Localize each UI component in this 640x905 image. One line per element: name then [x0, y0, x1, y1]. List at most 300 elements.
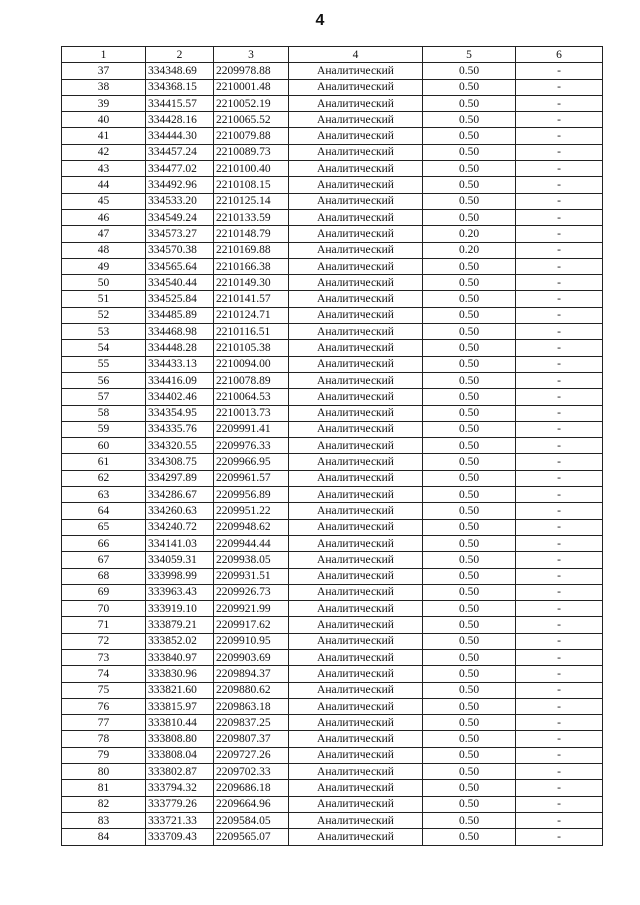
note-cell: -: [516, 372, 603, 388]
header-col-1: 1: [62, 47, 146, 63]
coord-x-cell: 333779.26: [146, 796, 214, 812]
accuracy-cell: 0.50: [423, 487, 516, 503]
note-cell: -: [516, 389, 603, 405]
coord-y-cell: 2209686.18: [214, 780, 289, 796]
note-cell: -: [516, 764, 603, 780]
point-number-cell: 48: [62, 242, 146, 258]
method-cell: Аналитический: [289, 324, 423, 340]
coord-y-cell: 2209727.26: [214, 747, 289, 763]
note-cell: -: [516, 421, 603, 437]
method-cell: Аналитический: [289, 161, 423, 177]
note-cell: -: [516, 503, 603, 519]
note-cell: -: [516, 666, 603, 682]
accuracy-cell: 0.50: [423, 552, 516, 568]
coord-y-cell: 2209926.73: [214, 584, 289, 600]
point-number-cell: 41: [62, 128, 146, 144]
table-row: [62, 552, 603, 568]
point-number-cell: 59: [62, 421, 146, 437]
accuracy-cell: 0.50: [423, 535, 516, 551]
coord-y-cell: 2209966.95: [214, 454, 289, 470]
table-row: [62, 796, 603, 812]
point-number-cell: 77: [62, 715, 146, 731]
table-row: [62, 764, 603, 780]
table-row: [62, 193, 603, 209]
coord-x-cell: 334402.46: [146, 389, 214, 405]
coord-y-cell: 2210013.73: [214, 405, 289, 421]
point-number-cell: 67: [62, 552, 146, 568]
coord-x-cell: 334141.03: [146, 535, 214, 551]
point-number-cell: 61: [62, 454, 146, 470]
page-number: 4: [315, 12, 325, 29]
coord-x-cell: 333794.32: [146, 780, 214, 796]
method-cell: Аналитический: [289, 356, 423, 372]
note-cell: -: [516, 112, 603, 128]
note-cell: -: [516, 519, 603, 535]
accuracy-cell: 0.50: [423, 633, 516, 649]
accuracy-cell: 0.50: [423, 796, 516, 812]
coord-y-cell: 2210169.88: [214, 242, 289, 258]
coord-y-cell: 2209894.37: [214, 666, 289, 682]
point-number-cell: 60: [62, 438, 146, 454]
method-cell: Аналитический: [289, 79, 423, 95]
coord-x-cell: 334415.57: [146, 95, 214, 111]
point-number-cell: 43: [62, 161, 146, 177]
note-cell: -: [516, 95, 603, 111]
coord-x-cell: 334240.72: [146, 519, 214, 535]
method-cell: Аналитический: [289, 649, 423, 665]
note-cell: -: [516, 812, 603, 828]
note-cell: -: [516, 487, 603, 503]
coord-y-cell: 2209565.07: [214, 829, 289, 845]
accuracy-cell: 0.20: [423, 226, 516, 242]
table-row: [62, 454, 603, 470]
coord-x-cell: 333919.10: [146, 601, 214, 617]
coord-y-cell: 2209584.05: [214, 812, 289, 828]
method-cell: Аналитический: [289, 372, 423, 388]
note-cell: -: [516, 63, 603, 79]
coord-y-cell: 2209863.18: [214, 698, 289, 714]
coord-x-cell: 334549.24: [146, 209, 214, 225]
note-cell: -: [516, 405, 603, 421]
coord-x-cell: 334492.96: [146, 177, 214, 193]
table-row: [62, 698, 603, 714]
method-cell: Аналитический: [289, 177, 423, 193]
accuracy-cell: 0.50: [423, 356, 516, 372]
coordinates-table: [61, 46, 603, 846]
point-number-cell: 76: [62, 698, 146, 714]
point-number-cell: 78: [62, 731, 146, 747]
accuracy-cell: 0.50: [423, 161, 516, 177]
method-cell: Аналитический: [289, 715, 423, 731]
table-row: [62, 601, 603, 617]
point-number-cell: 51: [62, 291, 146, 307]
note-cell: -: [516, 780, 603, 796]
method-cell: Аналитический: [289, 519, 423, 535]
note-cell: -: [516, 242, 603, 258]
table-row: [62, 470, 603, 486]
coord-x-cell: 333709.43: [146, 829, 214, 845]
note-cell: -: [516, 649, 603, 665]
coord-y-cell: 2210052.19: [214, 95, 289, 111]
table-row: [62, 340, 603, 356]
coord-y-cell: 2210105.38: [214, 340, 289, 356]
accuracy-cell: 0.50: [423, 812, 516, 828]
note-cell: -: [516, 340, 603, 356]
coord-y-cell: 2210149.30: [214, 275, 289, 291]
table-row: [62, 487, 603, 503]
method-cell: Аналитический: [289, 568, 423, 584]
method-cell: Аналитический: [289, 666, 423, 682]
table-row: [62, 747, 603, 763]
method-cell: Аналитический: [289, 552, 423, 568]
method-cell: Аналитический: [289, 307, 423, 323]
method-cell: Аналитический: [289, 128, 423, 144]
coord-x-cell: 333963.43: [146, 584, 214, 600]
note-cell: -: [516, 454, 603, 470]
note-cell: -: [516, 584, 603, 600]
coord-x-cell: 334416.09: [146, 372, 214, 388]
table-row: [62, 503, 603, 519]
coord-y-cell: 2210166.38: [214, 258, 289, 274]
coord-y-cell: 2210133.59: [214, 209, 289, 225]
table-row: [62, 666, 603, 682]
coord-x-cell: 334368.15: [146, 79, 214, 95]
coord-y-cell: 2210065.52: [214, 112, 289, 128]
table-row: [62, 95, 603, 111]
coord-y-cell: 2209961.57: [214, 470, 289, 486]
coord-x-cell: 333815.97: [146, 698, 214, 714]
point-number-cell: 37: [62, 63, 146, 79]
table-row: [62, 405, 603, 421]
method-cell: Аналитический: [289, 193, 423, 209]
coord-y-cell: 2209978.88: [214, 63, 289, 79]
point-number-cell: 75: [62, 682, 146, 698]
coord-x-cell: 334428.16: [146, 112, 214, 128]
header-row: [62, 47, 603, 63]
method-cell: Аналитический: [289, 747, 423, 763]
accuracy-cell: 0.50: [423, 764, 516, 780]
method-cell: Аналитический: [289, 209, 423, 225]
accuracy-cell: 0.50: [423, 291, 516, 307]
coord-y-cell: 2210141.57: [214, 291, 289, 307]
method-cell: Аналитический: [289, 258, 423, 274]
coord-x-cell: 334286.67: [146, 487, 214, 503]
point-number-cell: 52: [62, 307, 146, 323]
coord-x-cell: 334260.63: [146, 503, 214, 519]
coord-y-cell: 2209921.99: [214, 601, 289, 617]
table-row: [62, 242, 603, 258]
table-row: [62, 682, 603, 698]
table-row: [62, 79, 603, 95]
table-row: [62, 780, 603, 796]
coord-y-cell: 2209910.95: [214, 633, 289, 649]
header-col-6: 6: [516, 47, 603, 63]
coord-y-cell: 2209664.96: [214, 796, 289, 812]
note-cell: -: [516, 470, 603, 486]
point-number-cell: 81: [62, 780, 146, 796]
method-cell: Аналитический: [289, 682, 423, 698]
coord-y-cell: 2209991.41: [214, 421, 289, 437]
coord-x-cell: 334468.98: [146, 324, 214, 340]
coord-x-cell: 334308.75: [146, 454, 214, 470]
coord-x-cell: 333810.44: [146, 715, 214, 731]
point-number-cell: 42: [62, 144, 146, 160]
method-cell: Аналитический: [289, 796, 423, 812]
coord-x-cell: 334297.89: [146, 470, 214, 486]
accuracy-cell: 0.50: [423, 682, 516, 698]
method-cell: Аналитический: [289, 698, 423, 714]
note-cell: -: [516, 226, 603, 242]
coord-x-cell: 333998.99: [146, 568, 214, 584]
method-cell: Аналитический: [289, 780, 423, 796]
accuracy-cell: 0.50: [423, 715, 516, 731]
coord-x-cell: 334444.30: [146, 128, 214, 144]
point-number-cell: 71: [62, 617, 146, 633]
coord-y-cell: 2210089.73: [214, 144, 289, 160]
note-cell: -: [516, 128, 603, 144]
accuracy-cell: 0.50: [423, 389, 516, 405]
method-cell: Аналитический: [289, 535, 423, 551]
table-row: [62, 63, 603, 79]
point-number-cell: 58: [62, 405, 146, 421]
note-cell: -: [516, 291, 603, 307]
table-row: [62, 617, 603, 633]
coord-x-cell: 334448.28: [146, 340, 214, 356]
point-number-cell: 47: [62, 226, 146, 242]
table-body: [62, 63, 603, 845]
method-cell: Аналитический: [289, 454, 423, 470]
accuracy-cell: 0.50: [423, 63, 516, 79]
note-cell: -: [516, 535, 603, 551]
accuracy-cell: 0.50: [423, 601, 516, 617]
method-cell: Аналитический: [289, 503, 423, 519]
table-row: [62, 372, 603, 388]
method-cell: Аналитический: [289, 812, 423, 828]
coord-y-cell: 2209917.62: [214, 617, 289, 633]
accuracy-cell: 0.50: [423, 340, 516, 356]
accuracy-cell: 0.50: [423, 405, 516, 421]
table-row: [62, 649, 603, 665]
method-cell: Аналитический: [289, 275, 423, 291]
accuracy-cell: 0.50: [423, 177, 516, 193]
coord-x-cell: 333830.96: [146, 666, 214, 682]
accuracy-cell: 0.50: [423, 747, 516, 763]
table-row: [62, 731, 603, 747]
point-number-cell: 62: [62, 470, 146, 486]
table-row: [62, 291, 603, 307]
accuracy-cell: 0.50: [423, 144, 516, 160]
accuracy-cell: 0.50: [423, 780, 516, 796]
point-number-cell: 45: [62, 193, 146, 209]
coord-x-cell: 334354.95: [146, 405, 214, 421]
accuracy-cell: 0.50: [423, 617, 516, 633]
note-cell: -: [516, 193, 603, 209]
accuracy-cell: 0.50: [423, 421, 516, 437]
table-row: [62, 519, 603, 535]
accuracy-cell: 0.50: [423, 438, 516, 454]
coord-y-cell: 2209956.89: [214, 487, 289, 503]
method-cell: Аналитический: [289, 487, 423, 503]
point-number-cell: 44: [62, 177, 146, 193]
table-row: [62, 584, 603, 600]
method-cell: Аналитический: [289, 829, 423, 845]
coord-x-cell: 334320.55: [146, 438, 214, 454]
note-cell: -: [516, 698, 603, 714]
coord-x-cell: 333840.97: [146, 649, 214, 665]
point-number-cell: 65: [62, 519, 146, 535]
note-cell: -: [516, 307, 603, 323]
note-cell: -: [516, 568, 603, 584]
point-number-cell: 55: [62, 356, 146, 372]
method-cell: Аналитический: [289, 405, 423, 421]
coord-x-cell: 334477.02: [146, 161, 214, 177]
coord-y-cell: 2209976.33: [214, 438, 289, 454]
method-cell: Аналитический: [289, 601, 423, 617]
coord-x-cell: 334573.27: [146, 226, 214, 242]
coord-x-cell: 333879.21: [146, 617, 214, 633]
table-row: [62, 421, 603, 437]
coord-y-cell: 2210124.71: [214, 307, 289, 323]
method-cell: Аналитический: [289, 389, 423, 405]
table-row: [62, 715, 603, 731]
point-number-cell: 64: [62, 503, 146, 519]
coord-y-cell: 2210100.40: [214, 161, 289, 177]
coord-y-cell: 2209938.05: [214, 552, 289, 568]
table-row: [62, 356, 603, 372]
method-cell: Аналитический: [289, 95, 423, 111]
point-number-cell: 83: [62, 812, 146, 828]
point-number-cell: 46: [62, 209, 146, 225]
accuracy-cell: 0.50: [423, 275, 516, 291]
coord-x-cell: 334565.64: [146, 258, 214, 274]
method-cell: Аналитический: [289, 584, 423, 600]
point-number-cell: 84: [62, 829, 146, 845]
method-cell: Аналитический: [289, 242, 423, 258]
coord-y-cell: 2210001.48: [214, 79, 289, 95]
table-row: [62, 438, 603, 454]
table-row: [62, 177, 603, 193]
point-number-cell: 69: [62, 584, 146, 600]
point-number-cell: 72: [62, 633, 146, 649]
table-row: [62, 324, 603, 340]
coord-y-cell: 2210108.15: [214, 177, 289, 193]
point-number-cell: 66: [62, 535, 146, 551]
accuracy-cell: 0.50: [423, 258, 516, 274]
method-cell: Аналитический: [289, 63, 423, 79]
method-cell: Аналитический: [289, 470, 423, 486]
header-col-5: 5: [423, 47, 516, 63]
point-number-cell: 73: [62, 649, 146, 665]
table-row: [62, 161, 603, 177]
coord-y-cell: 2210064.53: [214, 389, 289, 405]
accuracy-cell: 0.50: [423, 470, 516, 486]
table-row: [62, 535, 603, 551]
point-number-cell: 38: [62, 79, 146, 95]
note-cell: -: [516, 356, 603, 372]
note-cell: -: [516, 258, 603, 274]
table-row: [62, 307, 603, 323]
note-cell: -: [516, 601, 603, 617]
coord-x-cell: 333808.80: [146, 731, 214, 747]
point-number-cell: 50: [62, 275, 146, 291]
coord-y-cell: 2210116.51: [214, 324, 289, 340]
method-cell: Аналитический: [289, 731, 423, 747]
note-cell: -: [516, 438, 603, 454]
table-row: [62, 275, 603, 291]
note-cell: -: [516, 324, 603, 340]
accuracy-cell: 0.50: [423, 649, 516, 665]
accuracy-cell: 0.50: [423, 698, 516, 714]
table-row: [62, 128, 603, 144]
note-cell: -: [516, 796, 603, 812]
accuracy-cell: 0.50: [423, 128, 516, 144]
table-row: [62, 112, 603, 128]
accuracy-cell: 0.50: [423, 666, 516, 682]
accuracy-cell: 0.50: [423, 829, 516, 845]
accuracy-cell: 0.50: [423, 209, 516, 225]
point-number-cell: 70: [62, 601, 146, 617]
point-number-cell: 80: [62, 764, 146, 780]
note-cell: -: [516, 79, 603, 95]
note-cell: -: [516, 209, 603, 225]
header-col-3: 3: [214, 47, 289, 63]
table-row: [62, 829, 603, 845]
coord-y-cell: 2210125.14: [214, 193, 289, 209]
note-cell: -: [516, 177, 603, 193]
point-number-cell: 40: [62, 112, 146, 128]
header-col-2: 2: [146, 47, 214, 63]
table-row: [62, 568, 603, 584]
accuracy-cell: 0.50: [423, 731, 516, 747]
coord-x-cell: 333721.33: [146, 812, 214, 828]
method-cell: Аналитический: [289, 421, 423, 437]
coord-y-cell: 2209931.51: [214, 568, 289, 584]
coord-y-cell: 2210094.00: [214, 356, 289, 372]
coord-x-cell: 334457.24: [146, 144, 214, 160]
accuracy-cell: 0.50: [423, 454, 516, 470]
note-cell: -: [516, 552, 603, 568]
point-number-cell: 49: [62, 258, 146, 274]
point-number-cell: 68: [62, 568, 146, 584]
table-row: [62, 226, 603, 242]
accuracy-cell: 0.50: [423, 324, 516, 340]
coord-y-cell: 2209903.69: [214, 649, 289, 665]
method-cell: Аналитический: [289, 617, 423, 633]
point-number-cell: 79: [62, 747, 146, 763]
coord-y-cell: 2209944.44: [214, 535, 289, 551]
coord-x-cell: 333852.02: [146, 633, 214, 649]
accuracy-cell: 0.50: [423, 307, 516, 323]
coord-x-cell: 334525.84: [146, 291, 214, 307]
point-number-cell: 39: [62, 95, 146, 111]
method-cell: Аналитический: [289, 226, 423, 242]
coord-y-cell: 2210078.89: [214, 372, 289, 388]
point-number-cell: 63: [62, 487, 146, 503]
point-number-cell: 54: [62, 340, 146, 356]
point-number-cell: 82: [62, 796, 146, 812]
note-cell: -: [516, 161, 603, 177]
point-number-cell: 56: [62, 372, 146, 388]
coord-y-cell: 2209880.62: [214, 682, 289, 698]
coord-x-cell: 334433.13: [146, 356, 214, 372]
point-number-cell: 57: [62, 389, 146, 405]
table-row: [62, 209, 603, 225]
accuracy-cell: 0.50: [423, 79, 516, 95]
coord-x-cell: 334540.44: [146, 275, 214, 291]
accuracy-cell: 0.50: [423, 568, 516, 584]
method-cell: Аналитический: [289, 144, 423, 160]
note-cell: -: [516, 731, 603, 747]
